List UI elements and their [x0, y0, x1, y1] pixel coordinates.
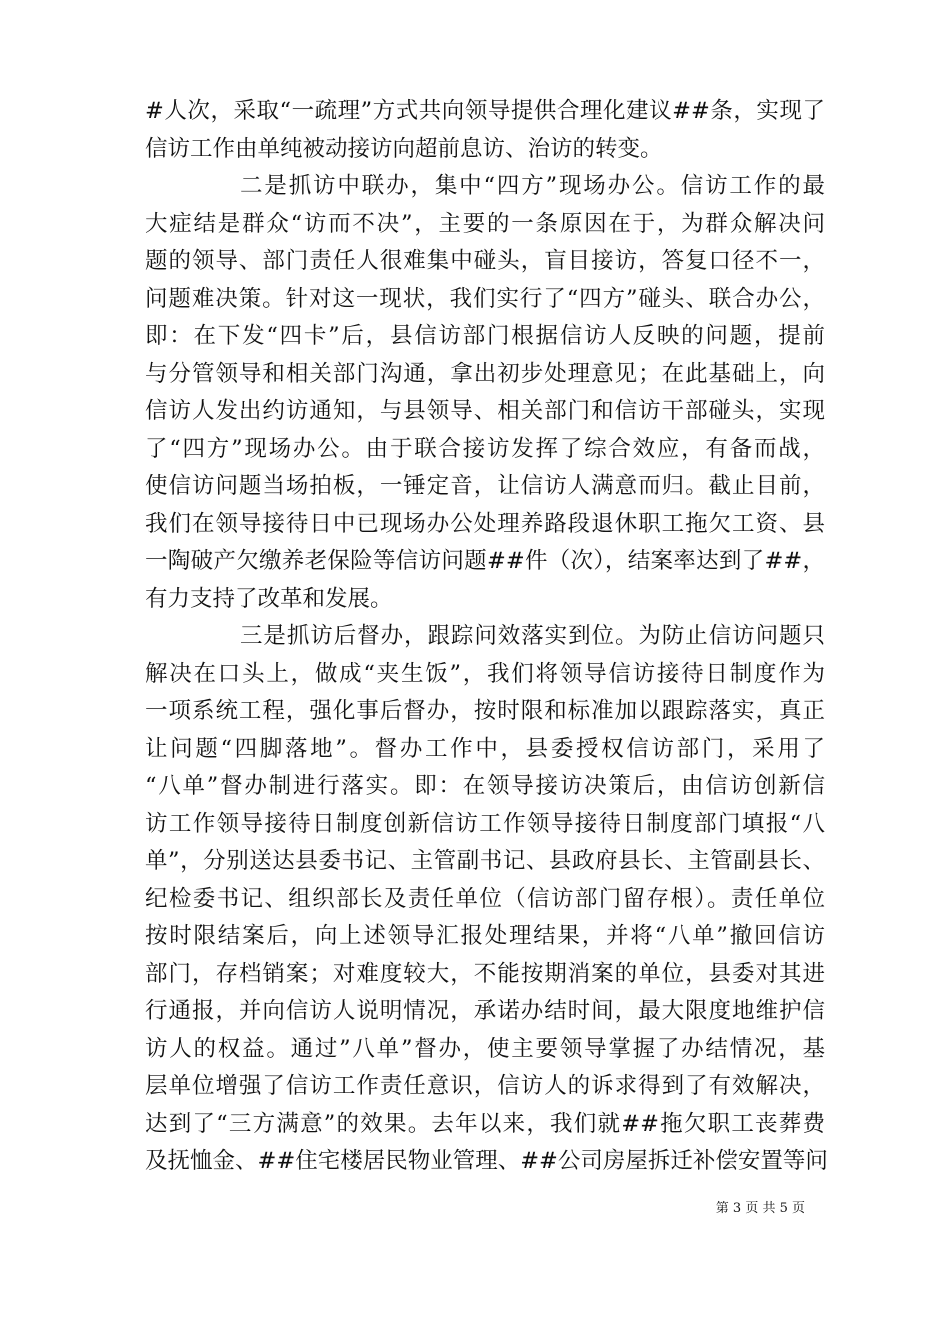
text-line: 了“四方”现场办公。由于联合接访发挥了综合效应，有备而战，	[145, 435, 825, 462]
text-line: 让问题“四脚落地”。督办工作中，县委授权信访部门，采用了	[145, 735, 825, 762]
page-number-footer: 第 3 页 共 5 页	[715, 1201, 805, 1216]
text-line: 一陶破产欠缴养老保险等信访问题##件（次），结案率达到了##，	[145, 548, 825, 574]
text-line: 信访工作由单纯被动接访向超前息访、治访的转变。	[145, 135, 663, 162]
body-text	[145, 93, 828, 1181]
text-line: 部门，存档销案；对难度较大，不能按期消案的单位，县委对其进	[145, 960, 825, 987]
text-line: 即：在下发“四卡”后，县信访部门根据信访人反映的问题，提前	[145, 323, 825, 349]
text-line: 解决在口头上，做成“夹生饭”，我们将领导信访接待日制度作为	[145, 660, 825, 687]
text-line: 与分管领导和相关部门沟通，拿出初步处理意见；在此基础上，向	[145, 360, 825, 387]
text-line: 单”，分别送达县委书记、主管副书记、县政府县长、主管副县长、	[145, 848, 825, 874]
text-line: #人次，采取“一疏理”方式共向领导提供合理化建议##条，实现了	[145, 98, 825, 124]
text-line: 访工作领导接待日制度创新信访工作领导接待日制度部门填报“八	[145, 810, 825, 837]
text-line: “八单”督办制进行落实。即：在领导接访决策后，由信访创新信	[145, 773, 825, 799]
text-line: 纪检委书记、组织部长及责任单位（信访部门留存根）。责任单位	[145, 885, 825, 912]
text-line: 及抚恤金、##住宅楼居民物业管理、##公司房屋拆迁补偿安置等问	[145, 1148, 828, 1174]
text-line: 有力支持了改革和发展。	[145, 585, 393, 612]
paragraph-start-line: 二是抓访中联办，集中“四方”现场办公。信访工作的最	[240, 173, 825, 199]
text-line: 访人的权益。通过”八单”督办，使主要领导掌握了办结情况，基	[145, 1035, 825, 1062]
text-line: 问题难决策。针对这一现状，我们实行了“四方”碰头、联合办公，	[145, 285, 825, 312]
text-line: 一项系统工程，强化事后督办，按时限和标准加以跟踪落实，真正	[145, 698, 825, 724]
text-line: 大症结是群众“访而不决”，主要的一条原因在于，为群众解决问	[145, 210, 825, 237]
text-line: 达到了“三方满意”的效果。去年以来，我们就##拖欠职工丧葬费	[145, 1110, 825, 1137]
text-line: 我们在领导接待日中已现场办公处理养路段退休职工拖欠工资、县	[145, 510, 825, 537]
text-line: 层单位增强了信访工作责任意识，信访人的诉求得到了有效解决，	[145, 1073, 825, 1099]
text-line: 题的领导、部门责任人很难集中碰头，盲目接访，答复口径不一，	[145, 248, 825, 274]
text-line: 信访人发出约访通知，与县领导、相关部门和信访干部碰头，实现	[145, 398, 825, 424]
text-line: 行通报，并向信访人说明情况，承诺办结时间，最大限度地维护信	[145, 998, 825, 1024]
text-line: 按时限结案后，向上述领导汇报处理结果，并将“八单”撤回信访	[145, 923, 825, 949]
text-line: 使信访问题当场拍板，一锤定音，让信访人满意而归。截止目前，	[145, 473, 825, 499]
paragraph-start-line: 三是抓访后督办，跟踪问效落实到位。为防止信访问题只	[240, 623, 825, 649]
